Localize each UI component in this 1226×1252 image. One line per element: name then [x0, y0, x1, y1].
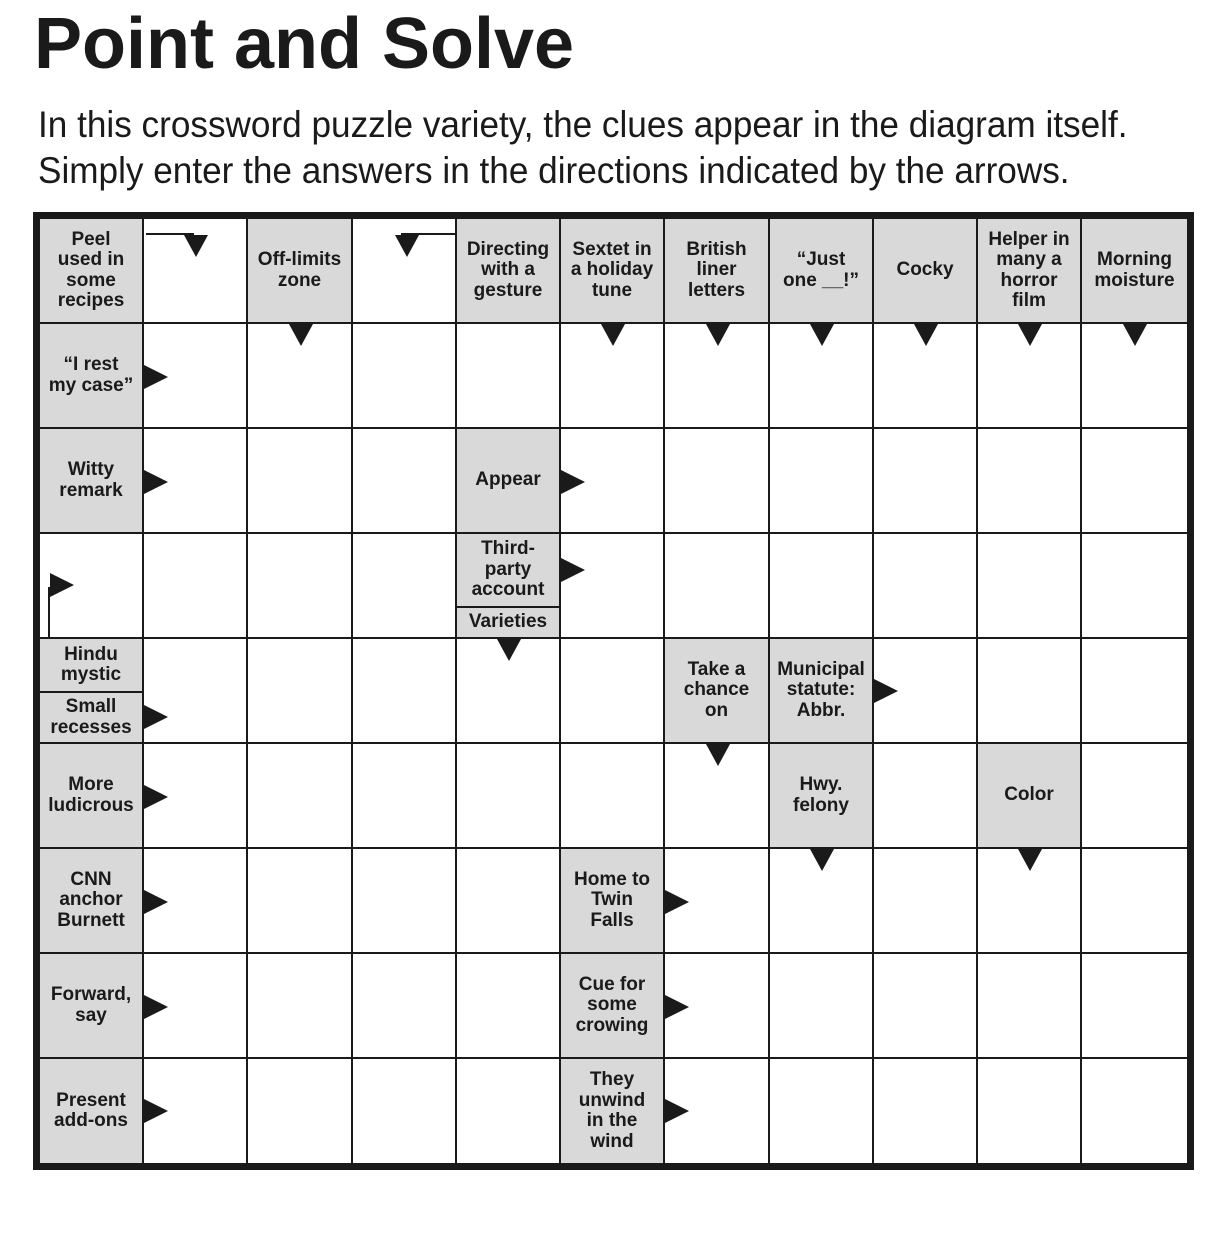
arrow-right-icon [665, 890, 689, 914]
clue-text: “I rest my case” [48, 354, 134, 396]
answer-cell[interactable] [1082, 849, 1187, 954]
clue-cell [457, 429, 561, 534]
arrow-down-icon [601, 324, 625, 346]
answer-cell[interactable] [1082, 1059, 1187, 1163]
clue-text: Color [1004, 784, 1054, 806]
clue-text: Take a chance on [683, 658, 750, 721]
arrow-down-icon [1018, 849, 1042, 871]
answer-cell[interactable] [353, 324, 457, 429]
clue-cell [978, 744, 1082, 849]
answer-cell[interactable] [353, 429, 457, 534]
clue-cell [40, 219, 144, 324]
puzzle-title: Point and Solve [34, 4, 575, 84]
clue-text: Forward, say [50, 984, 132, 1026]
answer-cell[interactable] [248, 429, 353, 534]
clue-text: Peel used in some recipes [57, 228, 125, 311]
clue-text: Cue for some crowing [575, 973, 649, 1036]
split-clue-cell [40, 639, 144, 744]
answer-cell[interactable] [1082, 429, 1187, 534]
clue-cell [978, 219, 1082, 324]
arrow-right-icon [874, 679, 898, 703]
clue-text: Municipal statute: Abbr. [777, 658, 865, 721]
answer-cell[interactable] [1082, 954, 1187, 1059]
clue-text: British liner letters [686, 238, 747, 301]
clue-text: CNN anchor Burnett [57, 868, 125, 931]
clue-cell [770, 639, 874, 744]
arrow-down-icon [706, 744, 730, 766]
arrow-right-icon [665, 995, 689, 1019]
answer-cell[interactable] [353, 849, 457, 954]
answer-cell[interactable] [248, 849, 353, 954]
clue-text: Morning moisture [1094, 249, 1175, 291]
clue-text: Home to Twin Falls [574, 868, 650, 931]
answer-cell[interactable] [874, 744, 978, 849]
arrow-down-icon [395, 235, 419, 257]
answer-cell[interactable] [353, 639, 457, 744]
arrow-right-icon [144, 890, 168, 914]
clue-text: Appear [475, 469, 541, 491]
answer-cell[interactable] [248, 744, 353, 849]
answer-cell[interactable] [665, 534, 770, 639]
answer-cell[interactable] [248, 534, 353, 639]
clue-half-bottom [457, 608, 559, 637]
clue-cell [40, 324, 144, 429]
answer-cell[interactable] [248, 954, 353, 1059]
clue-cell [665, 219, 770, 324]
arrow-down-icon [1123, 324, 1147, 346]
arrow-down-icon [1018, 324, 1042, 346]
answer-cell[interactable] [248, 639, 353, 744]
clue-cell [248, 219, 353, 324]
answer-cell[interactable] [874, 954, 978, 1059]
clue-cell [770, 219, 874, 324]
clue-half-top [40, 639, 142, 691]
answer-cell[interactable] [561, 534, 665, 639]
clue-half-bottom [40, 693, 142, 742]
clue-cell [561, 849, 665, 954]
arrow-right-icon [144, 705, 168, 729]
clue-text: Varieties [468, 611, 548, 633]
clue-text: They unwind in the wind [578, 1069, 646, 1152]
clue-cell [40, 429, 144, 534]
answer-cell[interactable] [874, 429, 978, 534]
answer-cell[interactable] [1082, 639, 1187, 744]
arrow-down-icon [810, 324, 834, 346]
arrow-down-icon [810, 849, 834, 871]
clue-text: Third- party account [471, 538, 545, 601]
answer-cell[interactable] [457, 744, 561, 849]
clue-cell [40, 744, 144, 849]
answer-cell[interactable] [978, 639, 1082, 744]
clue-cell [40, 1059, 144, 1163]
answer-cell[interactable] [457, 1059, 561, 1163]
arrow-down-icon [914, 324, 938, 346]
clue-text: “Just one __!” [782, 249, 860, 291]
answer-cell[interactable] [770, 534, 874, 639]
arrow-down-icon [184, 235, 208, 257]
split-clue-cell [457, 534, 561, 639]
answer-cell[interactable] [353, 954, 457, 1059]
answer-cell[interactable] [770, 1059, 874, 1163]
arrow-down-icon [706, 324, 730, 346]
clue-text: More ludicrous [48, 774, 134, 816]
arrow-down-icon [289, 324, 313, 346]
answer-cell[interactable] [874, 534, 978, 639]
answer-cell[interactable] [457, 849, 561, 954]
arrow-right-icon [144, 1099, 168, 1123]
clue-text: Off-limits zone [257, 249, 342, 291]
clue-cell [40, 954, 144, 1059]
answer-cell[interactable] [1082, 744, 1187, 849]
answer-cell[interactable] [1082, 534, 1187, 639]
arrow-right-icon [561, 558, 585, 582]
arrow-right-icon [144, 470, 168, 494]
clue-half-top [457, 534, 559, 606]
crossword-grid [33, 212, 1194, 1170]
clue-text: Cocky [896, 259, 954, 281]
clue-cell [457, 219, 561, 324]
clue-text: Present add-ons [54, 1089, 128, 1131]
clue-text: Small recesses [50, 696, 132, 738]
arrow-right-icon [50, 573, 74, 597]
clue-cell [1082, 219, 1187, 324]
clue-cell [561, 1059, 665, 1163]
arrow-right-icon [561, 470, 585, 494]
clue-cell [665, 639, 770, 744]
answer-cell[interactable] [770, 954, 874, 1059]
answer-cell[interactable] [665, 429, 770, 534]
answer-cell[interactable] [457, 954, 561, 1059]
answer-cell[interactable] [353, 744, 457, 849]
answer-cell[interactable] [874, 849, 978, 954]
answer-cell[interactable] [561, 744, 665, 849]
clue-text: Directing with a gesture [466, 238, 550, 301]
answer-cell[interactable] [353, 1059, 457, 1163]
clue-cell [561, 219, 665, 324]
arrow-right-icon [144, 995, 168, 1019]
instructions-line-1: In this crossword puzzle variety, the clues appear in the diagram itself. [38, 104, 1128, 145]
answer-cell[interactable] [353, 534, 457, 639]
clue-cell [874, 219, 978, 324]
clue-text: Sextet in a holiday tune [570, 238, 654, 301]
instructions-line-2: Simply enter the answers in the directions indicated by the arrows. [38, 150, 1070, 191]
clue-cell [561, 954, 665, 1059]
answer-cell[interactable] [457, 324, 561, 429]
clue-text: Hwy. felony [793, 774, 849, 816]
answer-cell[interactable] [978, 429, 1082, 534]
answer-cell[interactable] [770, 429, 874, 534]
clue-text: Helper in many a horror film [988, 228, 1070, 311]
arrow-right-icon [144, 365, 168, 389]
arrow-right-icon [144, 785, 168, 809]
answer-cell[interactable] [248, 1059, 353, 1163]
clue-text: Hindu mystic [60, 643, 122, 685]
clue-cell [770, 744, 874, 849]
answer-cell[interactable] [978, 1059, 1082, 1163]
answer-cell[interactable] [144, 534, 248, 639]
answer-cell[interactable] [874, 1059, 978, 1163]
answer-cell[interactable] [978, 954, 1082, 1059]
answer-cell[interactable] [561, 639, 665, 744]
clue-cell [40, 849, 144, 954]
arrow-right-icon [665, 1099, 689, 1123]
instructions [38, 102, 1128, 194]
answer-cell[interactable] [978, 534, 1082, 639]
arrow-down-icon [497, 639, 521, 661]
clue-text: Witty remark [59, 459, 123, 501]
